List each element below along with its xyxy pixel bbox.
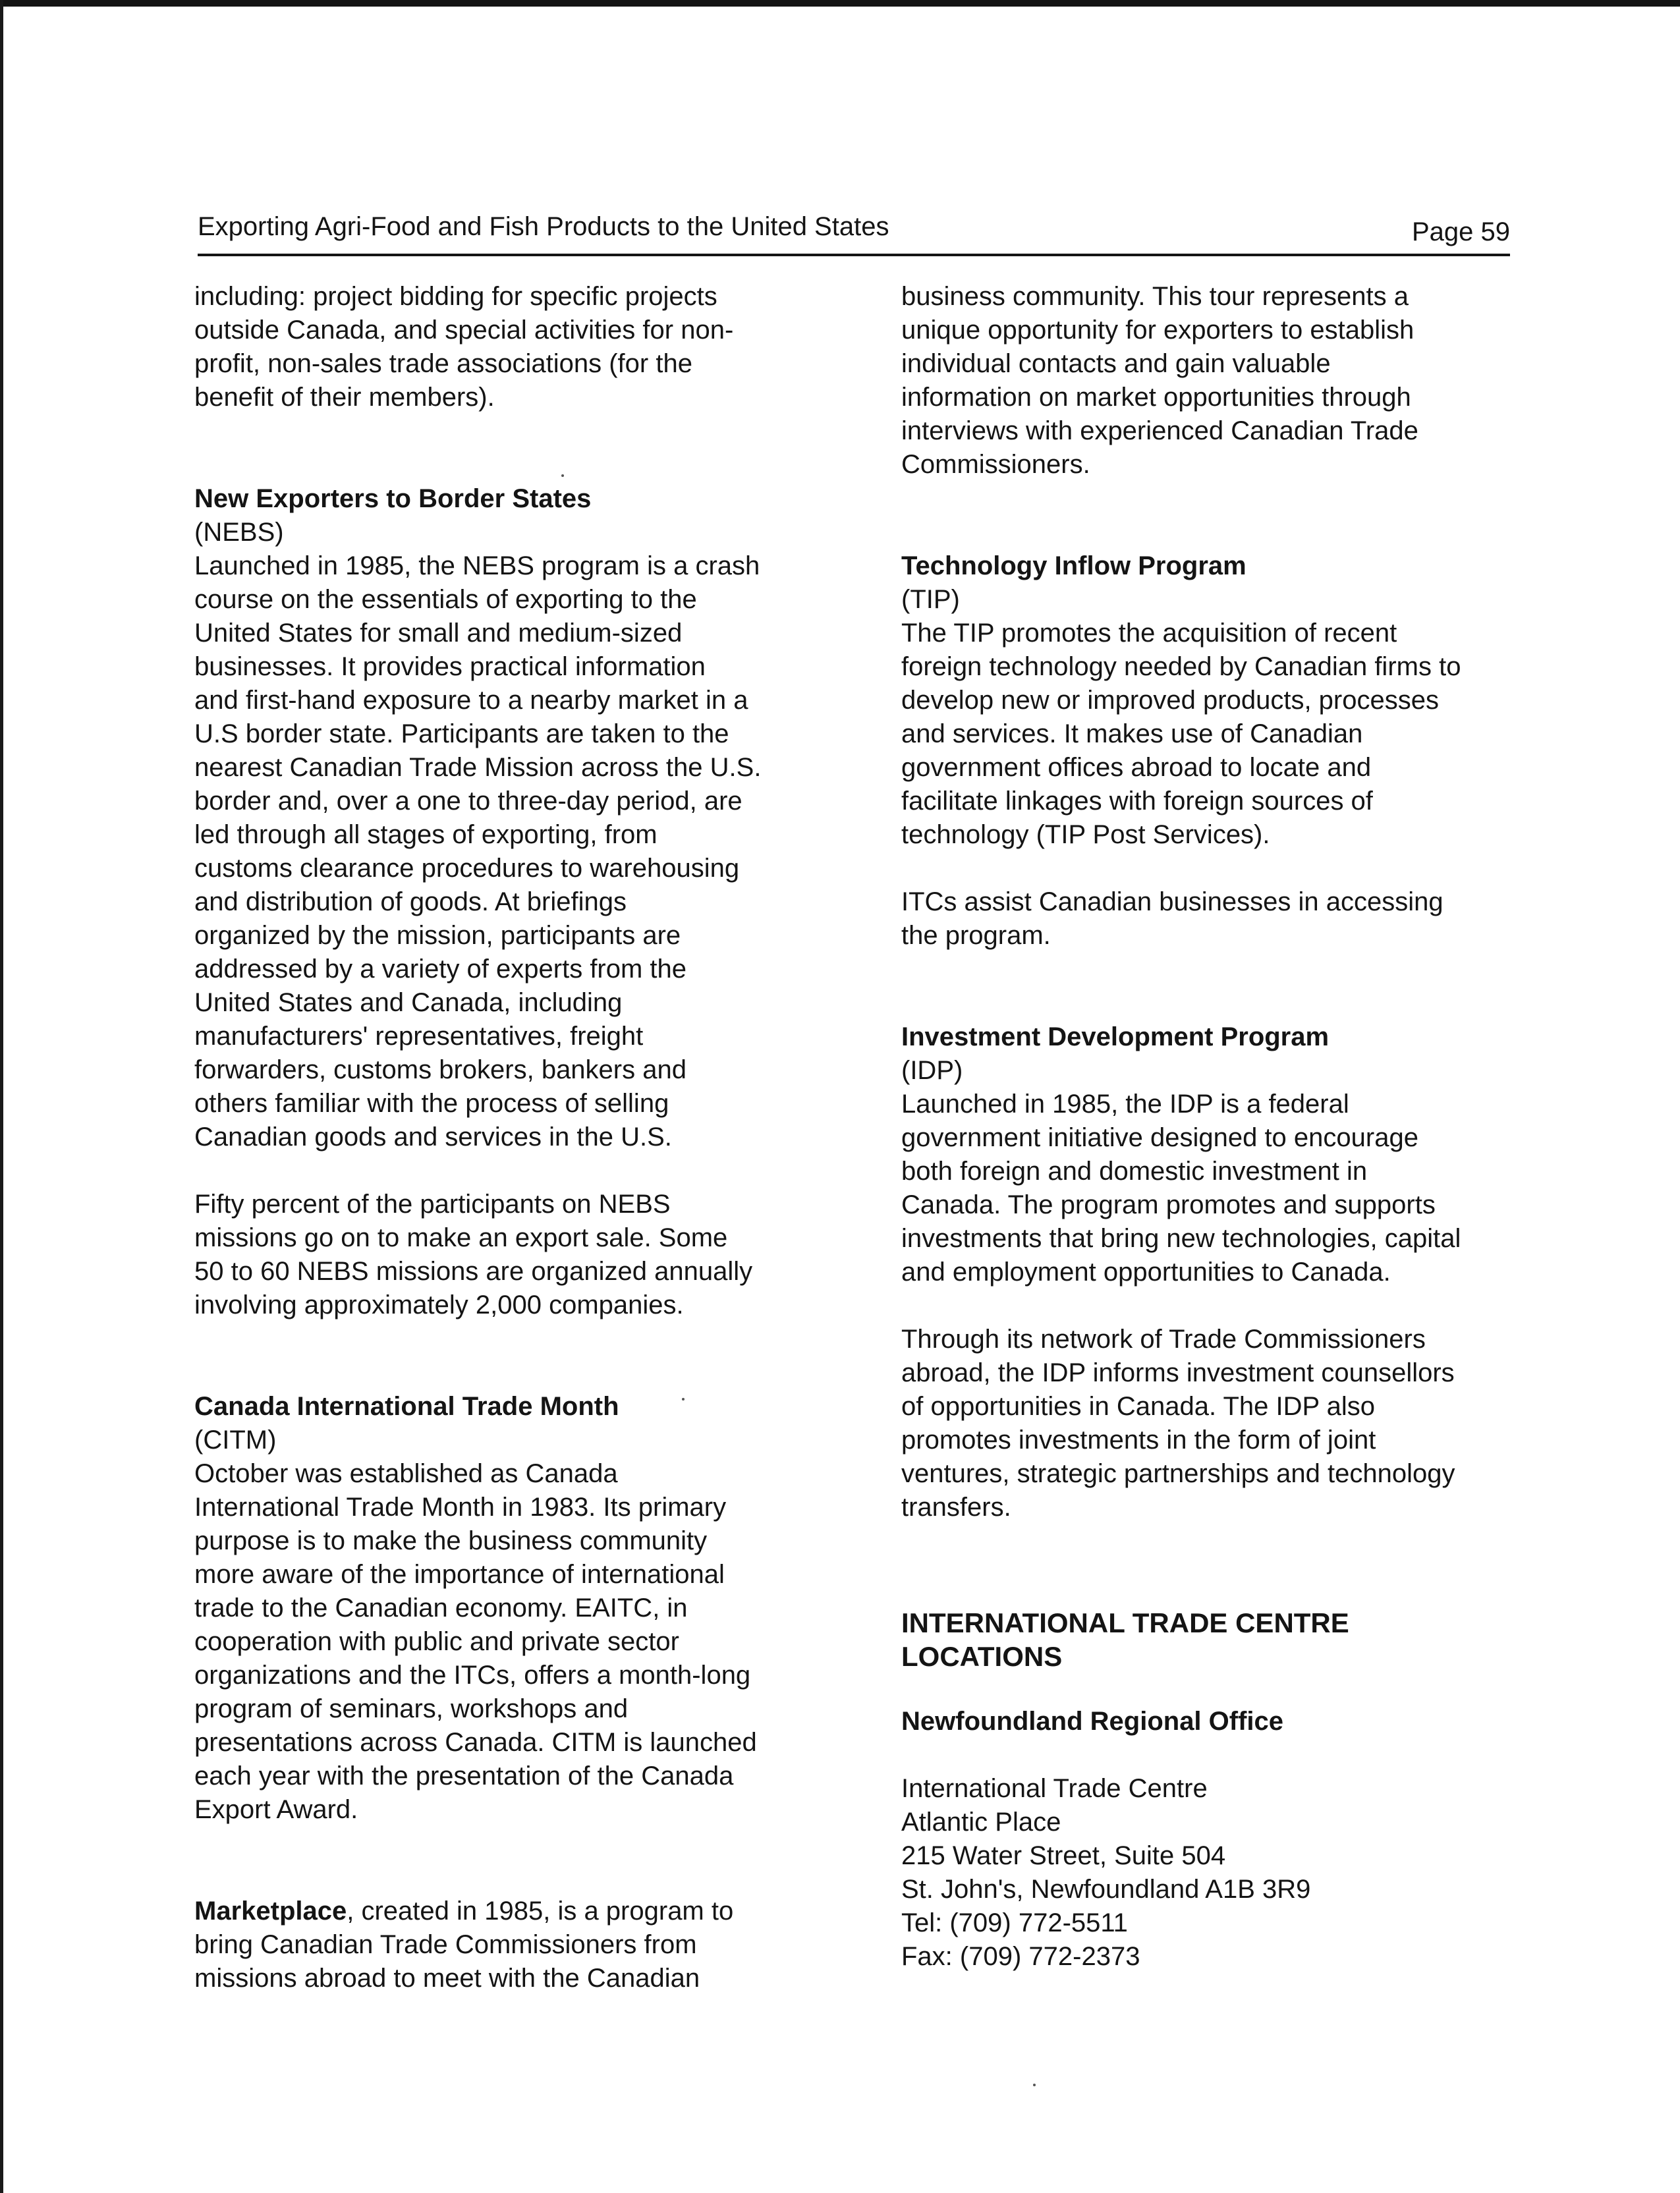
marketplace-term: Marketplace bbox=[194, 1897, 347, 1926]
marketplace-continued bbox=[901, 280, 1521, 482]
text-line: profit, non-sales trade associations (for the bbox=[194, 349, 692, 378]
text-line: Launched in 1985, the IDP is a federal bbox=[901, 1090, 1349, 1119]
text-line: and services. It makes use of Canadian bbox=[901, 719, 1363, 748]
tip-paragraph-2 bbox=[901, 885, 1521, 953]
text-line: ITCs assist Canadian businesses in accessing bbox=[901, 887, 1443, 916]
text-line: cooperation with public and private sector bbox=[194, 1627, 679, 1656]
text-line: 215 Water Street, Suite 504 bbox=[901, 1841, 1226, 1870]
tip-section bbox=[901, 549, 1521, 852]
text-line: involving approximately 2,000 companies. bbox=[194, 1291, 684, 1319]
text-line: INTERNATIONAL TRADE CENTRE bbox=[901, 1607, 1349, 1638]
text-line: promotes investments in the form of joint bbox=[901, 1426, 1376, 1455]
fax-number: Fax: (709) 772-2373 bbox=[901, 1942, 1140, 1971]
citm-heading: Canada International Trade Month bbox=[194, 1392, 619, 1421]
left-column bbox=[194, 280, 814, 1995]
text-line: unique opportunity for exporters to establish bbox=[901, 316, 1414, 345]
marketplace-paragraph bbox=[194, 1895, 814, 1995]
citm-abbr: (CITM) bbox=[194, 1426, 277, 1455]
text-line: The TIP promotes the acquisition of recent bbox=[901, 619, 1397, 648]
nebs-paragraph-2 bbox=[194, 1188, 814, 1322]
text-line: information on market opportunities through bbox=[901, 383, 1411, 412]
text-line: Launched in 1985, the NEBS program is a crash bbox=[194, 551, 760, 580]
text-line: LOCATIONS bbox=[901, 1641, 1063, 1672]
idp-paragraph-2 bbox=[901, 1323, 1521, 1524]
text-line: customs clearance procedures to warehousing bbox=[194, 854, 740, 883]
idp-abbr: (IDP) bbox=[901, 1056, 963, 1085]
text-line: , created in 1985, is a program to bbox=[347, 1897, 734, 1926]
text-line: led through all stages of exporting, from bbox=[194, 820, 658, 849]
tip-heading: Technology Inflow Program bbox=[901, 551, 1246, 580]
text-line: International Trade Month in 1983. Its primary bbox=[194, 1493, 727, 1522]
phone-number: Tel: (709) 772-5511 bbox=[901, 1908, 1128, 1937]
text-line: 50 to 60 NEBS missions are organized annually bbox=[194, 1257, 753, 1286]
text-line: ventures, strategic partnerships and technology bbox=[901, 1459, 1455, 1488]
text-line: and employment opportunities to Canada. bbox=[901, 1258, 1391, 1287]
text-line: course on the essentials of exporting to the bbox=[194, 585, 697, 614]
text-line: Through its network of Trade Commissioners bbox=[901, 1325, 1426, 1354]
running-header-title: Exporting Agri-Food and Fish Products to the United States bbox=[198, 212, 889, 241]
idp-section bbox=[901, 1020, 1521, 1289]
text-line: International Trade Centre bbox=[901, 1774, 1208, 1803]
header-rule bbox=[198, 254, 1510, 256]
text-line: border and, over a one to three-day period, are bbox=[194, 787, 742, 816]
text-line: transfers. bbox=[901, 1493, 1011, 1522]
text-line: of opportunities in Canada. The IDP also bbox=[901, 1392, 1375, 1421]
text-line: the program. bbox=[901, 921, 1051, 950]
scan-speck bbox=[1033, 2084, 1036, 2086]
text-line: government initiative designed to encourage bbox=[901, 1123, 1418, 1152]
text-line: each year with the presentation of the Canada bbox=[194, 1762, 734, 1790]
text-line: benefit of their members). bbox=[194, 383, 495, 412]
text-line: others familiar with the process of selling bbox=[194, 1089, 669, 1118]
text-line: October was established as Canada bbox=[194, 1459, 618, 1488]
nebs-abbr: (NEBS) bbox=[194, 518, 284, 547]
text-line: Atlantic Place bbox=[901, 1808, 1061, 1837]
scan-left-edge bbox=[0, 0, 3, 2193]
intro-paragraph bbox=[194, 280, 814, 414]
text-line: U.S border state. Participants are taken to the bbox=[194, 719, 729, 748]
text-line: outside Canada, and special activities for non- bbox=[194, 316, 734, 345]
citm-section bbox=[194, 1390, 814, 1827]
text-line: manufacturers' representatives, freight bbox=[194, 1022, 644, 1051]
regional-office-heading: Newfoundland Regional Office bbox=[901, 1707, 1284, 1736]
text-line: Export Award. bbox=[194, 1795, 358, 1824]
text-line: missions abroad to meet with the Canadian bbox=[194, 1964, 700, 1993]
text-line: businesses. It provides practical information bbox=[194, 652, 706, 681]
text-line: organized by the mission, participants are bbox=[194, 921, 681, 950]
text-line: presentations across Canada. CITM is launched bbox=[194, 1728, 757, 1757]
scan-top-edge bbox=[0, 0, 1680, 7]
text-line: and distribution of goods. At briefings bbox=[194, 887, 627, 916]
right-column bbox=[901, 280, 1521, 1974]
text-line: program of seminars, workshops and bbox=[194, 1694, 629, 1723]
text-line: bring Canadian Trade Commissioners from bbox=[194, 1930, 697, 1959]
page-number: Page 59 bbox=[1411, 217, 1510, 246]
text-line: more aware of the importance of international bbox=[194, 1560, 725, 1589]
text-line: Commissioners. bbox=[901, 450, 1090, 479]
text-line: interviews with experienced Canadian Trade bbox=[901, 416, 1418, 445]
text-line: Fifty percent of the participants on NEBS bbox=[194, 1190, 671, 1219]
text-line: United States for small and medium-sized bbox=[194, 619, 683, 648]
text-line: both foreign and domestic investment in bbox=[901, 1157, 1368, 1186]
itc-locations-heading bbox=[901, 1606, 1521, 1673]
text-line: nearest Canadian Trade Mission across the U.S. bbox=[194, 753, 762, 782]
text-line: government offices abroad to locate and bbox=[901, 753, 1372, 782]
nebs-heading: New Exporters to Border States bbox=[194, 484, 592, 513]
text-line: individual contacts and gain valuable bbox=[901, 349, 1331, 378]
text-line: abroad, the IDP informs investment counsellors bbox=[901, 1358, 1455, 1387]
text-line: purpose is to make the business community bbox=[194, 1526, 708, 1555]
text-line: technology (TIP Post Services). bbox=[901, 820, 1270, 849]
scan-speck bbox=[561, 474, 564, 477]
text-line: including: project bidding for specific projects bbox=[194, 282, 717, 311]
scan-speck bbox=[682, 1398, 685, 1401]
text-line: forwarders, customs brokers, bankers and bbox=[194, 1055, 686, 1084]
text-line: missions go on to make an export sale. Some bbox=[194, 1223, 728, 1252]
nebs-section bbox=[194, 482, 814, 1154]
text-line: foreign technology needed by Canadian firms to bbox=[901, 652, 1461, 681]
text-line: trade to the Canadian economy. EAITC, in bbox=[194, 1594, 688, 1623]
text-line: addressed by a variety of experts from the bbox=[194, 955, 687, 984]
idp-heading: Investment Development Program bbox=[901, 1022, 1330, 1051]
text-line: organizations and the ITCs, offers a month-long bbox=[194, 1661, 751, 1690]
tip-abbr: (TIP) bbox=[901, 585, 960, 614]
text-line: Canada. The program promotes and supports bbox=[901, 1190, 1436, 1219]
text-line: business community. This tour represents a bbox=[901, 282, 1409, 311]
text-line: develop new or improved products, processes bbox=[901, 686, 1439, 715]
text-line: and first-hand exposure to a nearby market in a bbox=[194, 686, 748, 715]
text-line: United States and Canada, including bbox=[194, 988, 623, 1017]
text-line: facilitate linkages with foreign sources of bbox=[901, 787, 1373, 816]
office-address bbox=[901, 1772, 1521, 1974]
text-line: investments that bring new technologies, capital bbox=[901, 1224, 1461, 1253]
text-line: Canadian goods and services in the U.S. bbox=[194, 1123, 672, 1152]
text-line: St. John's, Newfoundland A1B 3R9 bbox=[901, 1875, 1311, 1904]
